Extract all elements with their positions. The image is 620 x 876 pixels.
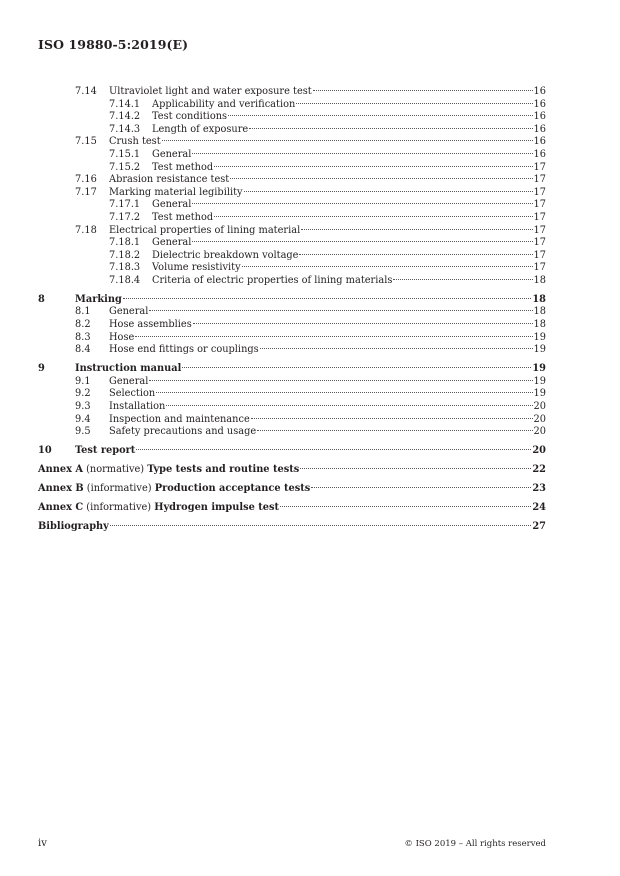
toc-leader-dots — [110, 525, 532, 526]
toc-entry-line — [152, 149, 546, 162]
toc-entry-line — [38, 483, 546, 496]
toc-entry-line — [38, 521, 546, 534]
toc-entry-line — [109, 86, 546, 99]
toc-leader-dots — [260, 348, 533, 349]
toc-leader-dots — [193, 323, 533, 324]
annex-label: Annex C — [38, 502, 84, 514]
toc-entry-page: 24 — [532, 502, 546, 514]
toc-subsection-entry[interactable] — [38, 250, 546, 263]
toc-entry-number: 8.2 — [75, 319, 91, 331]
toc-entry-line — [109, 332, 546, 345]
toc-leader-dots — [192, 203, 532, 204]
toc-entry-title: General — [109, 375, 149, 387]
toc-subsection-entry[interactable] — [38, 212, 546, 225]
toc-entry-line — [152, 275, 546, 288]
toc-entry-title: General — [152, 148, 192, 160]
toc-entry-title: Safety precautions and usage — [109, 426, 257, 438]
toc-entry-number: 7.16 — [75, 174, 97, 186]
toc-subsection-entry[interactable] — [38, 149, 546, 162]
toc-entry-line — [152, 162, 546, 175]
toc-subsection-entry[interactable] — [38, 111, 546, 124]
toc-section-entry[interactable] — [38, 294, 546, 307]
toc-entry-number: 7.18.4 — [109, 274, 141, 286]
toc-entry-title: Hose end fittings or couplings — [109, 344, 259, 356]
toc-entry-number: 7.14.3 — [109, 123, 141, 135]
toc-block-9 — [38, 363, 546, 439]
toc-entry-number: 7.17.2 — [109, 211, 141, 223]
toc-entry-title: Volume resistivity — [152, 262, 241, 274]
toc-subsection-entry[interactable] — [38, 388, 546, 401]
toc-entry-page: 16 — [533, 148, 546, 160]
toc-entry-page: 20 — [532, 445, 546, 457]
toc-leader-dots — [136, 449, 531, 450]
toc-subsection-entry[interactable] — [38, 162, 546, 175]
toc-leader-dots — [311, 487, 531, 488]
toc-entry-number: 9 — [38, 363, 45, 375]
toc-entry-title: Instruction manual — [75, 363, 182, 375]
toc-entry-title: Applicability and verification — [152, 98, 296, 110]
toc-entry-number: 9.5 — [75, 426, 91, 438]
toc-leader-dots — [230, 178, 532, 179]
toc-entry-title: Inspection and maintenance — [109, 413, 250, 425]
toc-entry-line — [109, 319, 546, 332]
toc-entry-line — [109, 344, 546, 357]
toc-entry-line — [152, 99, 546, 112]
toc-entry-line — [109, 306, 546, 319]
toc-entry-number: 9.1 — [75, 375, 91, 387]
toc-entry-title: General — [152, 199, 192, 211]
toc-entry-title: Marking — [75, 293, 122, 305]
toc-leader-dots — [192, 241, 532, 242]
toc-subsection-entry[interactable] — [38, 199, 546, 212]
toc-entry-number: 7.18.2 — [109, 249, 141, 261]
toc-subsection-entry[interactable] — [38, 225, 546, 238]
toc-leader-dots — [313, 90, 533, 91]
toc-entry-line — [109, 414, 546, 427]
toc-entry-page: 17 — [533, 237, 546, 249]
toc-entry-number: 10 — [38, 445, 52, 457]
toc-leader-dots — [149, 310, 532, 311]
toc-subsection-entry[interactable] — [38, 401, 546, 414]
toc-entry-page: 16 — [533, 136, 546, 148]
toc-entry-line — [152, 124, 546, 137]
toc-leader-dots — [214, 216, 532, 217]
toc-entry-title: General — [109, 306, 149, 318]
toc-leader-dots — [123, 298, 532, 299]
toc-entry-page: 17 — [533, 224, 546, 236]
toc-block-10 — [38, 445, 546, 458]
toc-subsection-entry[interactable] — [38, 174, 546, 187]
toc-leader-dots — [249, 128, 532, 129]
toc-entry-number: 7.15 — [75, 136, 97, 148]
toc-entry-page: 17 — [533, 174, 546, 186]
toc-block-annexes — [38, 464, 546, 534]
annex-title: Hydrogen impulse test — [154, 502, 280, 514]
toc-leader-dots — [214, 166, 532, 167]
toc-entry-line — [109, 401, 546, 414]
toc-entry-page: 19 — [532, 363, 546, 375]
toc-subsection-entry[interactable] — [38, 376, 546, 389]
toc-subsection-entry[interactable] — [38, 426, 546, 439]
toc-leader-dots — [299, 254, 532, 255]
toc-entry-page: 18 — [533, 306, 546, 318]
toc-entry-number: 7.18.3 — [109, 262, 141, 274]
toc-entry-page: 20 — [533, 413, 546, 425]
toc-block-7 — [38, 86, 546, 288]
toc-annex-title — [38, 464, 299, 477]
toc-entry-page: 17 — [533, 249, 546, 261]
toc-entry-page: 19 — [533, 388, 546, 400]
toc-entry-number: 9.2 — [75, 388, 91, 400]
toc-entry-page: 16 — [533, 98, 546, 110]
toc-entry-title: Installation — [109, 401, 166, 413]
toc-leader-dots — [280, 506, 531, 507]
annex-title: Production acceptance tests — [154, 483, 311, 495]
toc-annex-entry[interactable] — [38, 483, 546, 496]
annex-title: Type tests and routine tests — [147, 464, 300, 476]
page-number: iv — [38, 838, 47, 849]
toc-entry-title: Length of exposure — [152, 123, 249, 135]
toc-entry-number: 9.3 — [75, 401, 91, 413]
toc-subsection-entry[interactable] — [38, 275, 546, 288]
toc-entry-title: Selection — [109, 388, 156, 400]
toc-bibliography-entry[interactable] — [38, 521, 546, 534]
toc-subsection-entry[interactable] — [38, 187, 546, 200]
toc-entry-title: Marking material legibility — [109, 186, 243, 198]
toc-entry-line — [152, 237, 546, 250]
toc-leader-dots — [393, 279, 532, 280]
toc-entry-number: 7.14 — [75, 86, 97, 97]
toc-leader-dots — [300, 468, 531, 469]
toc-section-entry[interactable] — [38, 363, 546, 376]
toc-subsection-entry[interactable] — [38, 332, 546, 345]
toc-entry-number: 9.4 — [75, 413, 91, 425]
toc-entry-page: 18 — [532, 293, 546, 305]
toc-entry-number: 8.4 — [75, 344, 91, 356]
toc-entry-title: Crush test — [109, 136, 161, 148]
toc-entry-title: General — [152, 237, 192, 249]
toc-entry-title: Abrasion resistance test — [109, 174, 230, 186]
bibliography-title: Bibliography — [38, 521, 109, 533]
toc-subsection-entry[interactable] — [38, 319, 546, 332]
toc-entry-page: 17 — [533, 199, 546, 211]
toc-leader-dots — [296, 103, 532, 104]
toc-subsection-entry[interactable] — [38, 86, 546, 99]
toc-entry-number: 7.15.1 — [109, 148, 141, 160]
toc-entry-page: 16 — [533, 123, 546, 135]
toc-entry-line — [109, 136, 546, 149]
toc-entry-page: 16 — [533, 86, 546, 97]
toc-annex-entry[interactable] — [38, 464, 546, 477]
toc-entry-page: 18 — [533, 274, 546, 286]
toc-leader-dots — [149, 380, 532, 381]
toc-annex-title — [38, 483, 310, 496]
annex-type: (normative) — [86, 464, 145, 476]
toc-entry-page: 17 — [533, 262, 546, 274]
toc-entry-page: 16 — [533, 111, 546, 123]
toc-entry-title: Test method — [152, 211, 214, 223]
toc-subsection-entry[interactable] — [38, 306, 546, 319]
toc-entry-page: 18 — [533, 319, 546, 331]
toc-entry-number: 8.1 — [75, 306, 91, 318]
toc-annex-title — [38, 502, 279, 515]
toc-leader-dots — [135, 336, 532, 337]
toc-entry-line — [75, 294, 546, 307]
toc-entry-number: 8 — [38, 293, 45, 305]
toc-leader-dots — [228, 115, 532, 116]
toc-entry-line — [152, 250, 546, 263]
toc-block-8 — [38, 294, 546, 357]
toc-entry-title: Hose assemblies — [109, 319, 192, 331]
toc-entry-line — [109, 174, 546, 187]
toc-entry-title: Ultraviolet light and water exposure test — [109, 86, 312, 97]
toc-subsection-entry[interactable] — [38, 344, 546, 357]
toc-subsection-entry[interactable] — [38, 124, 546, 137]
toc-entry-page: 27 — [532, 521, 546, 533]
toc-leader-dots — [192, 153, 532, 154]
toc-entry-number: 7.18.1 — [109, 237, 141, 249]
toc-entry-page: 17 — [533, 211, 546, 223]
toc-annex-entry[interactable] — [38, 502, 546, 515]
toc-subsection-entry[interactable] — [38, 136, 546, 149]
toc-leader-dots — [301, 229, 532, 230]
toc-entry-line — [38, 502, 546, 515]
toc-entry-number: 7.14.2 — [109, 111, 141, 123]
toc-entry-page: 19 — [533, 375, 546, 387]
toc-entry-line — [109, 187, 546, 200]
annex-type: (informative) — [86, 483, 152, 495]
annex-label: Annex B — [38, 483, 84, 495]
toc-subsection-entry[interactable] — [38, 99, 546, 112]
toc-entry-page: 20 — [533, 426, 546, 438]
toc-entry-line — [75, 445, 546, 458]
toc-section-entry[interactable] — [38, 445, 546, 458]
toc-entry-page: 17 — [533, 186, 546, 198]
toc-entry-line — [75, 363, 546, 376]
table-of-contents — [38, 86, 546, 534]
toc-entry-page: 19 — [533, 344, 546, 356]
toc-entry-number: 7.17.1 — [109, 199, 141, 211]
document-header: ISO 19880-5:2019(E) — [38, 37, 189, 52]
toc-entry-title: Hose — [109, 331, 135, 343]
toc-entry-title: Test conditions — [152, 111, 228, 123]
toc-entry-page: 23 — [532, 483, 546, 495]
toc-entry-line — [109, 388, 546, 401]
toc-entry-page: 19 — [533, 331, 546, 343]
annex-label: Annex A — [38, 464, 83, 476]
toc-entry-line — [109, 426, 546, 439]
toc-entry-title: Electrical properties of lining material — [109, 224, 301, 236]
toc-leader-dots — [257, 430, 532, 431]
toc-entry-title: Test method — [152, 161, 214, 173]
toc-leader-dots — [251, 418, 533, 419]
toc-entry-title: Criteria of electric properties of lining materials — [152, 274, 393, 286]
toc-subsection-entry[interactable] — [38, 414, 546, 427]
toc-leader-dots — [242, 266, 533, 267]
toc-entry-number: 7.14.1 — [109, 98, 141, 110]
toc-leader-dots — [162, 140, 533, 141]
toc-entry-line — [38, 464, 546, 477]
toc-entry-page: 20 — [533, 401, 546, 413]
toc-entry-title: Dielectric breakdown voltage — [152, 249, 299, 261]
toc-leader-dots — [182, 367, 531, 368]
toc-leader-dots — [244, 191, 533, 192]
toc-subsection-entry[interactable] — [38, 237, 546, 250]
toc-entry-page: 22 — [532, 464, 546, 476]
toc-entry-number: 7.15.2 — [109, 161, 141, 173]
toc-leader-dots — [156, 392, 532, 393]
toc-entry-line — [152, 262, 546, 275]
copyright-notice: © ISO 2019 – All rights reserved — [404, 839, 546, 849]
toc-entry-line — [152, 212, 546, 225]
toc-subsection-entry[interactable] — [38, 262, 546, 275]
toc-entry-number: 7.18 — [75, 224, 97, 236]
toc-entry-number: 8.3 — [75, 331, 91, 343]
toc-entry-title: Test report — [75, 445, 136, 457]
toc-entry-page: 17 — [533, 161, 546, 173]
toc-entry-number: 7.17 — [75, 186, 97, 198]
annex-type: (informative) — [86, 502, 152, 514]
toc-entry-line — [152, 111, 546, 124]
toc-entry-line — [109, 225, 546, 238]
toc-entry-line — [152, 199, 546, 212]
toc-entry-line — [109, 376, 546, 389]
toc-leader-dots — [166, 405, 532, 406]
